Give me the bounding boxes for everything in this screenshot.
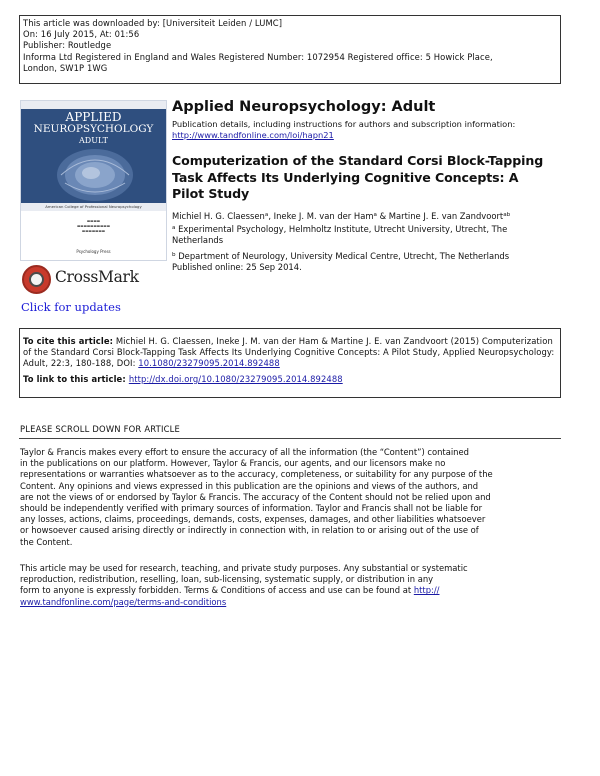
download-info-line: This article was downloaded by: [Universiteit Leiden / LUMC] (23, 18, 283, 28)
disclaimer-paragraph (20, 447, 565, 548)
disclaimer-line: are not the views of or endorsed by Taylor & Francis. The accuracy of the Content should not be relied upon and (20, 491, 491, 502)
link-paragraph (23, 374, 557, 385)
download-info-box (19, 15, 561, 84)
publication-details (172, 119, 515, 141)
download-info-line: London, SW1P 1WG (23, 62, 108, 73)
click-for-updates-link[interactable]: Click for updates (21, 300, 121, 314)
journal-title: Applied Neuropsychology: Adult (172, 99, 436, 115)
disclaimer-line: any losses, actions, claims, proceedings, demands, costs, expenses, damages, and other liabilities whatsoever (20, 514, 486, 525)
terms-line: reproduction, redistribution, reselling, loan, sub-licensing, systematic supply, or distribution in any (20, 574, 434, 585)
cite-label: To cite this article: (23, 336, 114, 346)
affiliation-text: Department of Neurology, University Medical Centre, Utrecht, The Netherlands (175, 251, 510, 261)
cite-paragraph (23, 336, 557, 370)
cover-lower-panel (21, 211, 166, 261)
disclaimer-line: in the publications on our platform. However, Taylor & Francis, our agents, and our licensors make no (20, 458, 446, 469)
affiliation-b (172, 251, 509, 262)
author-affiliation-marker: ab (503, 212, 511, 218)
publication-details-text: Publication details, including instructions for authors and subscription information: (172, 119, 516, 129)
cite-text: Michiel H. G. Claessen, Ineke J. M. van der Ham & Martine J. E. van Zandvoort (2015) Computerization of the Standard Corsi Block-Tapping Task Affects Its Underlying Cognitive Concepts: A Pilot Study, Applied Neuropsychology: Adult, 22:3, 180-188, DOI: (23, 336, 555, 369)
published-date: Published online: 25 Sep 2014. (172, 262, 302, 272)
download-info-line: On: 16 July 2015, At: 01:56 (23, 29, 140, 40)
author-affiliation-marker: a (264, 212, 269, 218)
cover-title-line3: ADULT (79, 136, 108, 145)
author-name: Michiel H. G. Claessen (172, 211, 265, 221)
disclaimer-line: representations or warranties whatsoever as to the accuracy, completeness, or suitability for any purpose of the (20, 469, 493, 480)
disclaimer-line: or howsoever caused arising directly or indirectly in connection with, in relation to or arising out of the use of (20, 525, 479, 536)
citation-box (19, 328, 561, 398)
cover-top-strip (21, 101, 166, 109)
download-info-line: Publisher: Routledge (23, 40, 112, 51)
journal-url-link[interactable]: http://www.tandfonline.com/loi/hapn21 (172, 130, 334, 140)
link-label: To link to this article: (23, 373, 129, 384)
author-affiliation-marker: a (373, 212, 377, 218)
terms-line (20, 585, 565, 596)
author-name: & Martine J. E. van Zandvoort (376, 211, 504, 221)
affiliation-marker: a (172, 225, 176, 231)
terms-line: This article may be used for research, teaching, and private study purposes. Any substantial or systematic (20, 563, 468, 573)
journal-cover-image (20, 100, 167, 261)
cover-publisher: Psychology Press (76, 249, 111, 254)
article-url-link[interactable]: http://dx.doi.org/10.1080/23279095.2014.892488 (128, 373, 343, 384)
affiliation-text: Experimental Psychology, Helmholtz Institute, Utrecht University, Utrecht, The Netherlands (172, 224, 508, 246)
doi-link[interactable]: 10.1080/23279095.2014.892488 (138, 358, 280, 369)
cover-title-line2: NEUROPSYCHOLOGY (33, 123, 154, 135)
crossmark-icon (22, 265, 51, 294)
cover-issue-info: ▬▬▬▬ ▬▬▬▬▬▬▬▬▬▬ ▬▬▬▬▬▬▬ (76, 219, 111, 233)
scroll-notice: PLEASE SCROLL DOWN FOR ARTICLE (20, 424, 181, 434)
authors-line (172, 211, 510, 222)
terms-paragraph (20, 563, 565, 608)
terms-line (20, 597, 565, 608)
cover-society: American College of Professional Neuropsychology (21, 203, 166, 211)
terms-link-part2[interactable]: www.tandfonline.com/page/terms-and-conditions (20, 596, 227, 607)
disclaimer-line: Taylor & Francis makes every effort to ensure the accuracy of all the information (the “Content”) contained (20, 447, 469, 457)
cover-title-line1: APPLIED (65, 110, 122, 124)
disclaimer-line: should be independently verified with primary sources of information. Taylor and Francis shall not be liable for (20, 503, 483, 514)
divider (19, 438, 561, 439)
brain-scan-icon (51, 145, 139, 203)
disclaimer-line: the Content. (20, 536, 73, 547)
crossmark-logo[interactable] (22, 263, 139, 299)
affiliation-marker: b (172, 252, 176, 258)
affiliation-a (172, 224, 557, 246)
download-info-line: Informa Ltd Registered in England and Wales Registered Number: 1072954 Registered office: 5 Howick Place, (23, 51, 493, 62)
terms-text: form to anyone is expressly forbidden. Terms & Conditions of access and use can be found at (20, 585, 414, 596)
author-name: , Ineke J. M. van der Ham (268, 211, 374, 221)
article-title: Computerization of the Standard Corsi Block-Tapping Task Affects Its Underlying Cognitive Concepts: A Pilot Study (172, 153, 544, 201)
terms-link-part1[interactable]: http:// (413, 585, 440, 596)
disclaimer-line: Content. Any opinions and views expressed in this publication are the opinions and views of the authors, and (20, 480, 479, 491)
crossmark-label: CrossMark (55, 268, 139, 286)
